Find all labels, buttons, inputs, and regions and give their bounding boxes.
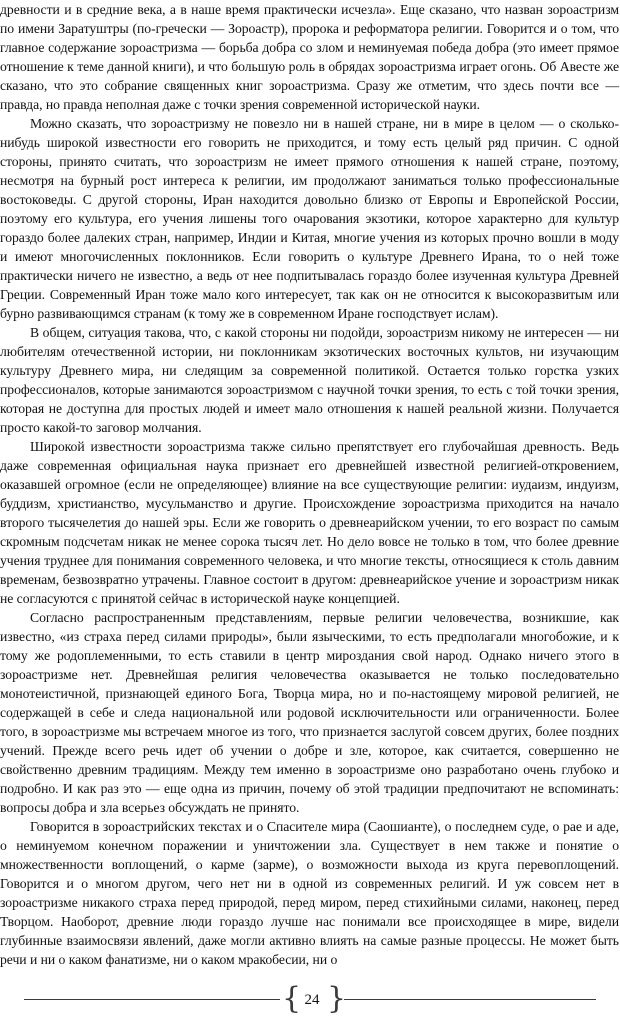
- page-footer: [0, 982, 620, 1018]
- paragraph-3: В общем, ситуация такова, что, с какой стороны ни подойди, зороастризм никому не интересен — ни любителям отечественной истории, ни поклонникам экзотических восточных культов, ни изучающим культуру Древнего мира, ни следящим за современной политикой. Остается только горстка узких профессионалов, которые занимаются зороастризмом с научной точки зрения, то есть с той точки зрения, которая не доступна для простых людей и имеет мало отношения к нашей реальной жизни. Получается просто какой-то заговор молчания.: [0, 325, 619, 435]
- paragraph-6: Говорится в зороастрийских текстах и о Спасителе мира (Саошианте), о последнем суде, о рае и аде, о неминуемом конечном поражении и уничтожении зла. Существует в нем также и понятие о множественности воплощений, о карме (зарме), о возможности выхода из круга перевоплощений. Говорится и о многом другом, чего нет ни в одной из современных религий. И уж совсем нет в зороастризме никакого страха перед природой, перед миром, перед стихийными силами, наконец, перед Творцом. Наоборот, древние люди гораздо лучше нас понимали все происходящее в мире, видели глубинные взаимосвязи явлений, даже могли активно влиять на самые разные процессы. Не может быть речи и ни о каком фанатизме, ни о каком мракобесии, ни о: [0, 819, 619, 967]
- paragraph-5: Согласно распространенным представлениям, первые религии человечества, возникшие, как известно, «из страха перед силами природы», были языческими, то есть предполагали многобожие, и к тому же родоплеменными, то есть ставили в центр мироздания свой народ. Однако ничего этого в зороастризме нет. Древнейшая религия человечества оказывается не только последовательно монотеистичной, признающей единого Бога, Творца мира, но и по-настоящему мировой религией, не содержащей в себе и следа национальной или родовой исключительности или ограниченности. Более того, в зороастризме мы встречаем многое из того, что признается заслугой совсем других, более поздних учений. Прежде всего речь идет об учении о добре и зле, которое, как считается, совершенно не свойственно древним традициям. Между тем именно в зороастризме оно разработано очень глубоко и подробно. И как раз это — еще одна из причин, почему об этой традиции предпочитают не вспоминать: вопросы добра и зла всерьез обсуждать не принято.: [0, 610, 619, 815]
- footer-rule-left: [24, 999, 280, 1000]
- page-number: 24: [304, 992, 320, 1008]
- paragraph-4: Широкой известности зороастризма также сильно препятствует его глубочайшая древность. Ведь даже современная официальная наука признает его древнейшей известной религией-откровением, оказавшей огромное (если не определяющее) влияние на все существующие религии: иудаизм, индуизм, буддизм, христианство, мусульманство и другие. Происхождение зороастризма приходится на начало второго тысячелетия до нашей эры. Если же говорить о древнеарийском учении, то его возраст по самым скромным подсчетам никак не менее сорока тысяч лет. Но дело вовсе не только в том, что более древние учения труднее для понимания современного человека, и что многие тексты, относящиеся к столь давним временам, безвозвратно утрачены. Главное состоит в другом: древнеарийское учение и зороастризм никак не согласуются с принятой сейчас в исторической науке концепцией.: [0, 439, 619, 606]
- paragraph-2: Можно сказать, что зороастризму не повезло ни в нашей стране, ни в мире в целом — о сколько-нибудь широкой известности его говорить не приходится, и тому есть целый ряд причин. С одной стороны, принято считать, что зороастризм не имеет прямого отношения к нашей стране, поэтому, несмотря на бурный рост интереса к религии, им продолжают заниматься только профессиональные востоковеды. С другой стороны, Иран находится довольно близко от Европы и Европейской России, поэтому его культура, его учения лишены того очарования экзотики, которое характерно для культур гораздо более далеких стран, например, Индии и Китая, многие учения из которых прочно вошли в моду и имеют многочисленных поклонников. Если говорить о культуре Древнего Ирана, то о ней тоже практически ничего не известно, а ведь от нее подпитывалась гораздо более изученная культура Древней Греции. Современный Иран тоже мало кого интересует, так как он не относится к высокоразвитым или бурно развивающимся странам (к тому же в современном Иране господствует ислам).: [0, 116, 619, 321]
- footer-rule-right: [344, 999, 596, 1000]
- footer-brace-right: }: [327, 981, 347, 1016]
- paragraph-1: древности и в средние века, а в наше время практически исчезла». Еще сказано, что назван зороастризм по имени Заратуштры (по-гречески — Зороастр), пророка и реформатора религии. Говорится и о том, что главное содержание зороастризма — борьба добра со злом и неминуемая победа добра (это имеет прямое отношение к теме данной книги), и что большую роль в обрядах зороастризма играет огонь. Об Авесте же сказано, что это собрание священных книг зороастризма. Сразу же отметим, что здесь почти все — правда, но правда неполная даже с точки зрения современной исторической науки.: [0, 2, 619, 112]
- footer-brace-left: {: [282, 981, 302, 1016]
